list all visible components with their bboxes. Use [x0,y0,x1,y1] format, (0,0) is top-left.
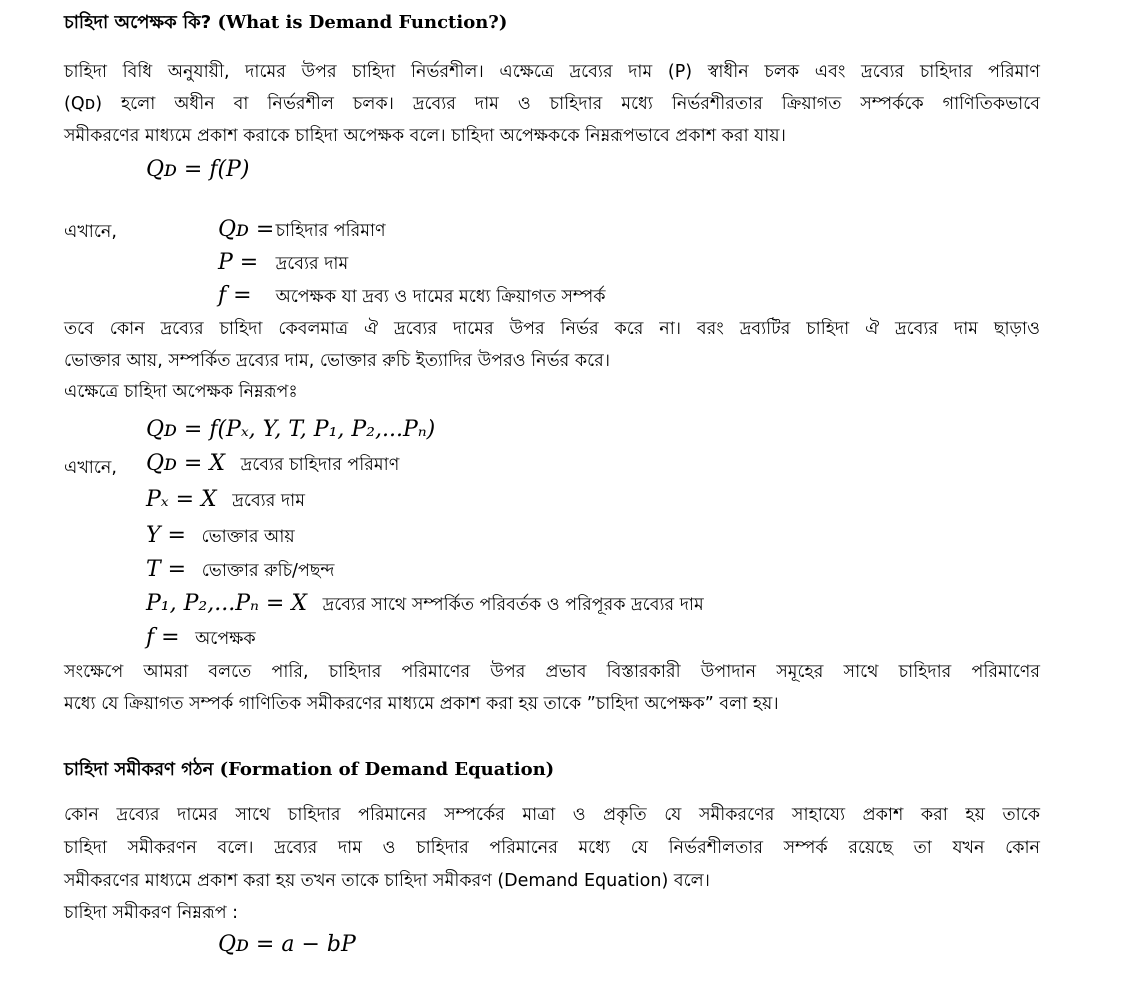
def-symbol: P₁, P₂,...Pₙ = X [146,591,308,616]
def-symbol: Pₓ = X [146,487,217,512]
def-text: অপেক্ষক [195,629,256,649]
section1-para1-line1: চাহিদা বিধি অনুযায়ী, দামের উপর চাহিদা নির্ভরশীল। এক্ষেত্রে দ্রব্যের দাম (P) স্বাধীন চলক এবং দ্রব্যের চাহিদার পরিমাণ [64,62,1040,82]
def-text: দ্রব্যের সাথে সম্পর্কিত পরিবর্তক ও পরিপূরক দ্রব্যের দাম [322,595,704,615]
def-text: ভোক্তার আয় [201,527,295,547]
def-text: দ্রব্যের চাহিদার পরিমাণ [240,455,400,475]
section1-para3-line2: মধ্যে যে ক্রিয়াগত সম্পর্ক গাণিতিক সমীকরণের মাধ্যমে প্রকাশ করা হয় তাকে ”চাহিদা অপেক্ষক” বলা হয়। [64,694,779,714]
equation-demand-equation: Qᴅ = a − bP [218,932,356,957]
def-row [146,626,256,651]
section2-para1-line1: কোন দ্রব্যের দামের সাথে চাহিদার পরিমানের সম্পর্কের মাত্রা ও প্রকৃতি যে সমীকরণের সাহায্যে প্রকাশ করা হয় তাকে [64,805,1040,825]
def-row [218,218,386,243]
def-symbol: f = [146,625,180,650]
def-text: দ্রব্যের দাম [275,254,349,274]
def-symbol: Y = [146,523,186,548]
def-row [146,488,305,513]
section1-heading-bn: চাহিদা অপেক্ষক কি? [64,12,212,33]
section2-para1-line2: চাহিদা সমীকরণন বলে। দ্রব্যের দাম ও চাহিদার পরিমানের মধ্যে যে নির্ভরশীলতার সম্পর্ক রয়েছে তা যখন কোন [64,838,1040,858]
def-row [146,592,704,617]
section1-intro2: এক্ষেত্রে চাহিদা অপেক্ষক নিম্নরূপঃ [64,382,298,402]
def-symbol: T = [146,557,187,582]
section1-para3-line1: সংক্ষেপে আমরা বলতে পারি, চাহিদার পরিমাণের উপর প্রভাব বিস্তারকারী উপাদান সমূহের সাথে চাহিদার পরিমাণের [64,662,1040,682]
where-label: এখানে, [64,458,117,478]
section1-heading [64,11,507,35]
section1-heading-en: (What is Demand Function?) [217,12,508,33]
section1-para1-line3: সমীকরণের মাধ্যমে প্রকাশ করাকে চাহিদা অপেক্ষক বলে। চাহিদা অপেক্ষককে নিম্নরূপভাবে প্রকাশ করা যায়। [64,126,786,146]
equation-demand-function-extended: Qᴅ = f(Pₓ, Y, T, P₁, P₂,...Pₙ) [146,417,436,442]
section1-para1-line2: (Qᴅ) হলো অধীন বা নির্ভরশীল চলক। দ্রব্যের দাম ও চাহিদার মধ্যে নির্ভরশীরতার ক্রিয়াগত সম্পর্ককে গাণিতিকভাবে [64,94,1040,114]
def-row [146,524,295,549]
section2-para1-line3: সমীকরণের মাধ্যমে প্রকাশ করা হয় তখন তাকে চাহিদা সমীকরণ (Demand Equation) বলে। [64,871,710,891]
section1-para2-line2: ভোক্তার আয়, সম্পর্কিত দ্রব্যের দাম, ভোক্তার রুচি ইত্যাদির উপরও নির্ভর করে। [64,351,610,371]
def-row [146,558,334,583]
section1-para2-line1: তবে কোন দ্রব্যের চাহিদা কেবলমাত্র ঐ দ্রব্যের দামের উপর নির্ভর করে না। বরং দ্রব্যটির চাহিদা ঐ দ্রব্যের দাম ছাড়াও [64,319,1040,339]
def-row [146,452,399,477]
def-row [218,251,348,276]
section2-heading-en: (Formation of Demand Equation) [219,759,555,780]
def-text: চাহিদার পরিমাণ [275,221,386,241]
def-row [218,284,605,309]
def-symbol: P = [218,250,259,275]
def-text: ভোক্তার রুচি/পছন্দ [201,561,335,581]
def-text: অপেক্ষক যা দ্রব্য ও দামের মধ্যে ক্রিয়াগত সম্পর্ক [275,287,606,307]
def-text: দ্রব্যের দাম [232,491,305,511]
def-symbol: Qᴅ = [218,217,275,242]
equation-demand-function: Qᴅ = f(P) [146,157,250,182]
section2-heading-bn: চাহিদা সমীকরণ গঠন [64,759,214,780]
section2-intro: চাহিদা সমীকরণ নিম্নরূপ : [64,903,239,923]
def-symbol: f = [218,283,252,308]
def-symbol: Qᴅ = X [146,451,225,476]
section2-heading [64,758,554,782]
where-label: এখানে, [64,222,117,242]
